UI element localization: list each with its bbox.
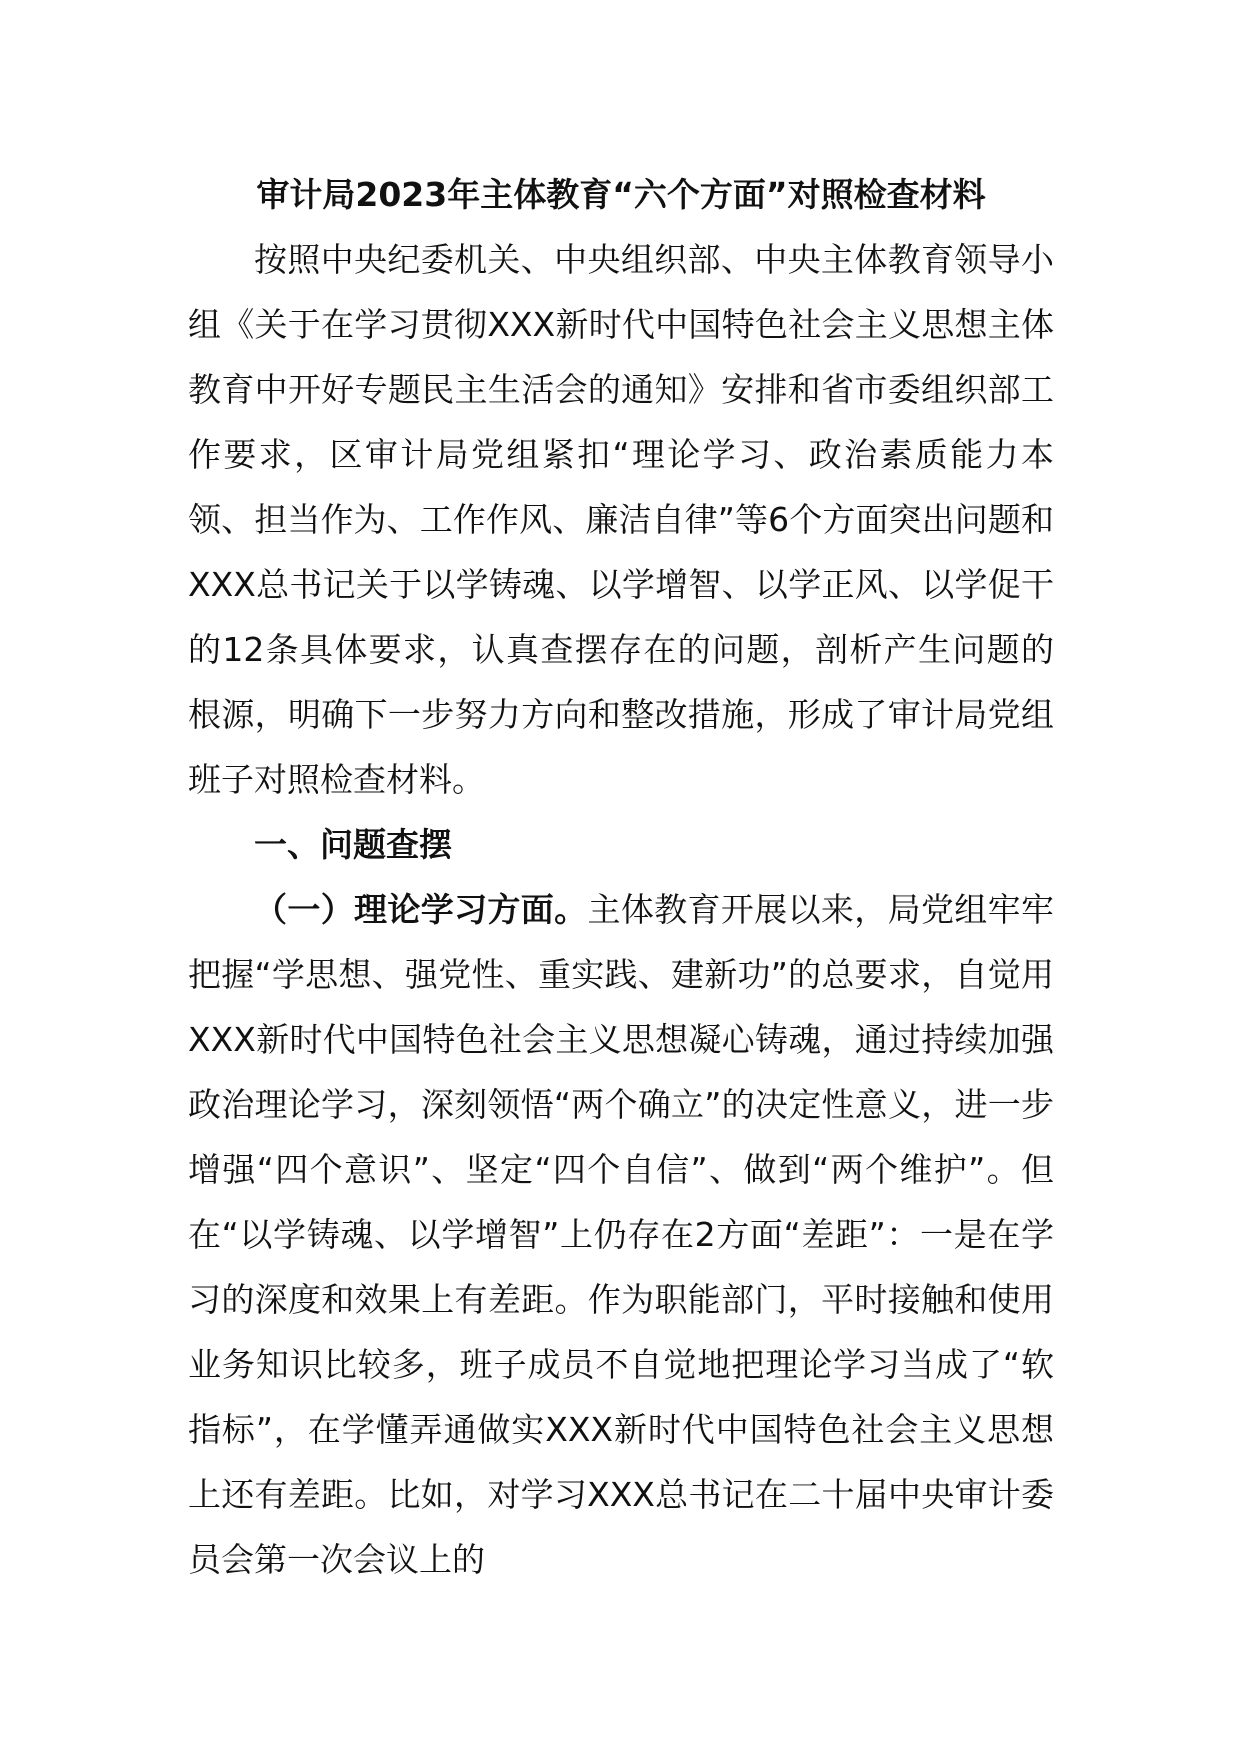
subsection-theory-study-paragraph bbox=[188, 877, 1054, 1592]
intro-paragraph: 按照中央纪委机关、中央组织部、中央主体教育领导小组《关于在学习贯彻XXX新时代中国特色社会主义思想主体教育中开好专题民主生活会的通知》安排和省市委组织部工作要求，区审计局党组紧扣“理论学习、政治素质能力本领、担当作为、工作作风、廉洁自律”等6个方面突出问题和XXX总书记关于以学铸魂、以学增智、以学正风、以学促干的12条具体要求，认真查摆存在的问题，剖析产生问题的根源，明确下一步努力方向和整改措施，形成了审计局党组班子对照检查材料。 bbox=[188, 240, 1054, 799]
subsection-theory-study-heading: （一）理论学习方面。 bbox=[254, 890, 588, 929]
document-page bbox=[188, 170, 1054, 1592]
subsection-theory-study-body: 主体教育开展以来，局党组牢牢把握“学思想、强党性、重实践、建新功”的总要求，自觉用XXX新时代中国特色社会主义思想凝心铸魂，通过持续加强政治理论学习，深刻领悟“两个确立”的决定性意义，进一步增强“四个意识”、坚定“四个自信”、做到“两个维护”。但在“以学铸魂、以学增智”上仍存在2方面“差距”：一是在学习的深度和效果上有差距。作为职能部门，平时接触和使用业务知识比较多，班子成员不自觉地把理论学习当成了“软指标”，在学懂弄通做实XXX新时代中国特色社会主义思想上还有差距。比如，对学习XXX总书记在二十届中央审计委员会第一次会议上的 bbox=[188, 890, 1055, 1579]
document-title: 审计局2023年主体教育“六个方面”对照检查材料 bbox=[256, 175, 986, 214]
section-heading-problems: 一、问题查摆 bbox=[254, 825, 452, 864]
